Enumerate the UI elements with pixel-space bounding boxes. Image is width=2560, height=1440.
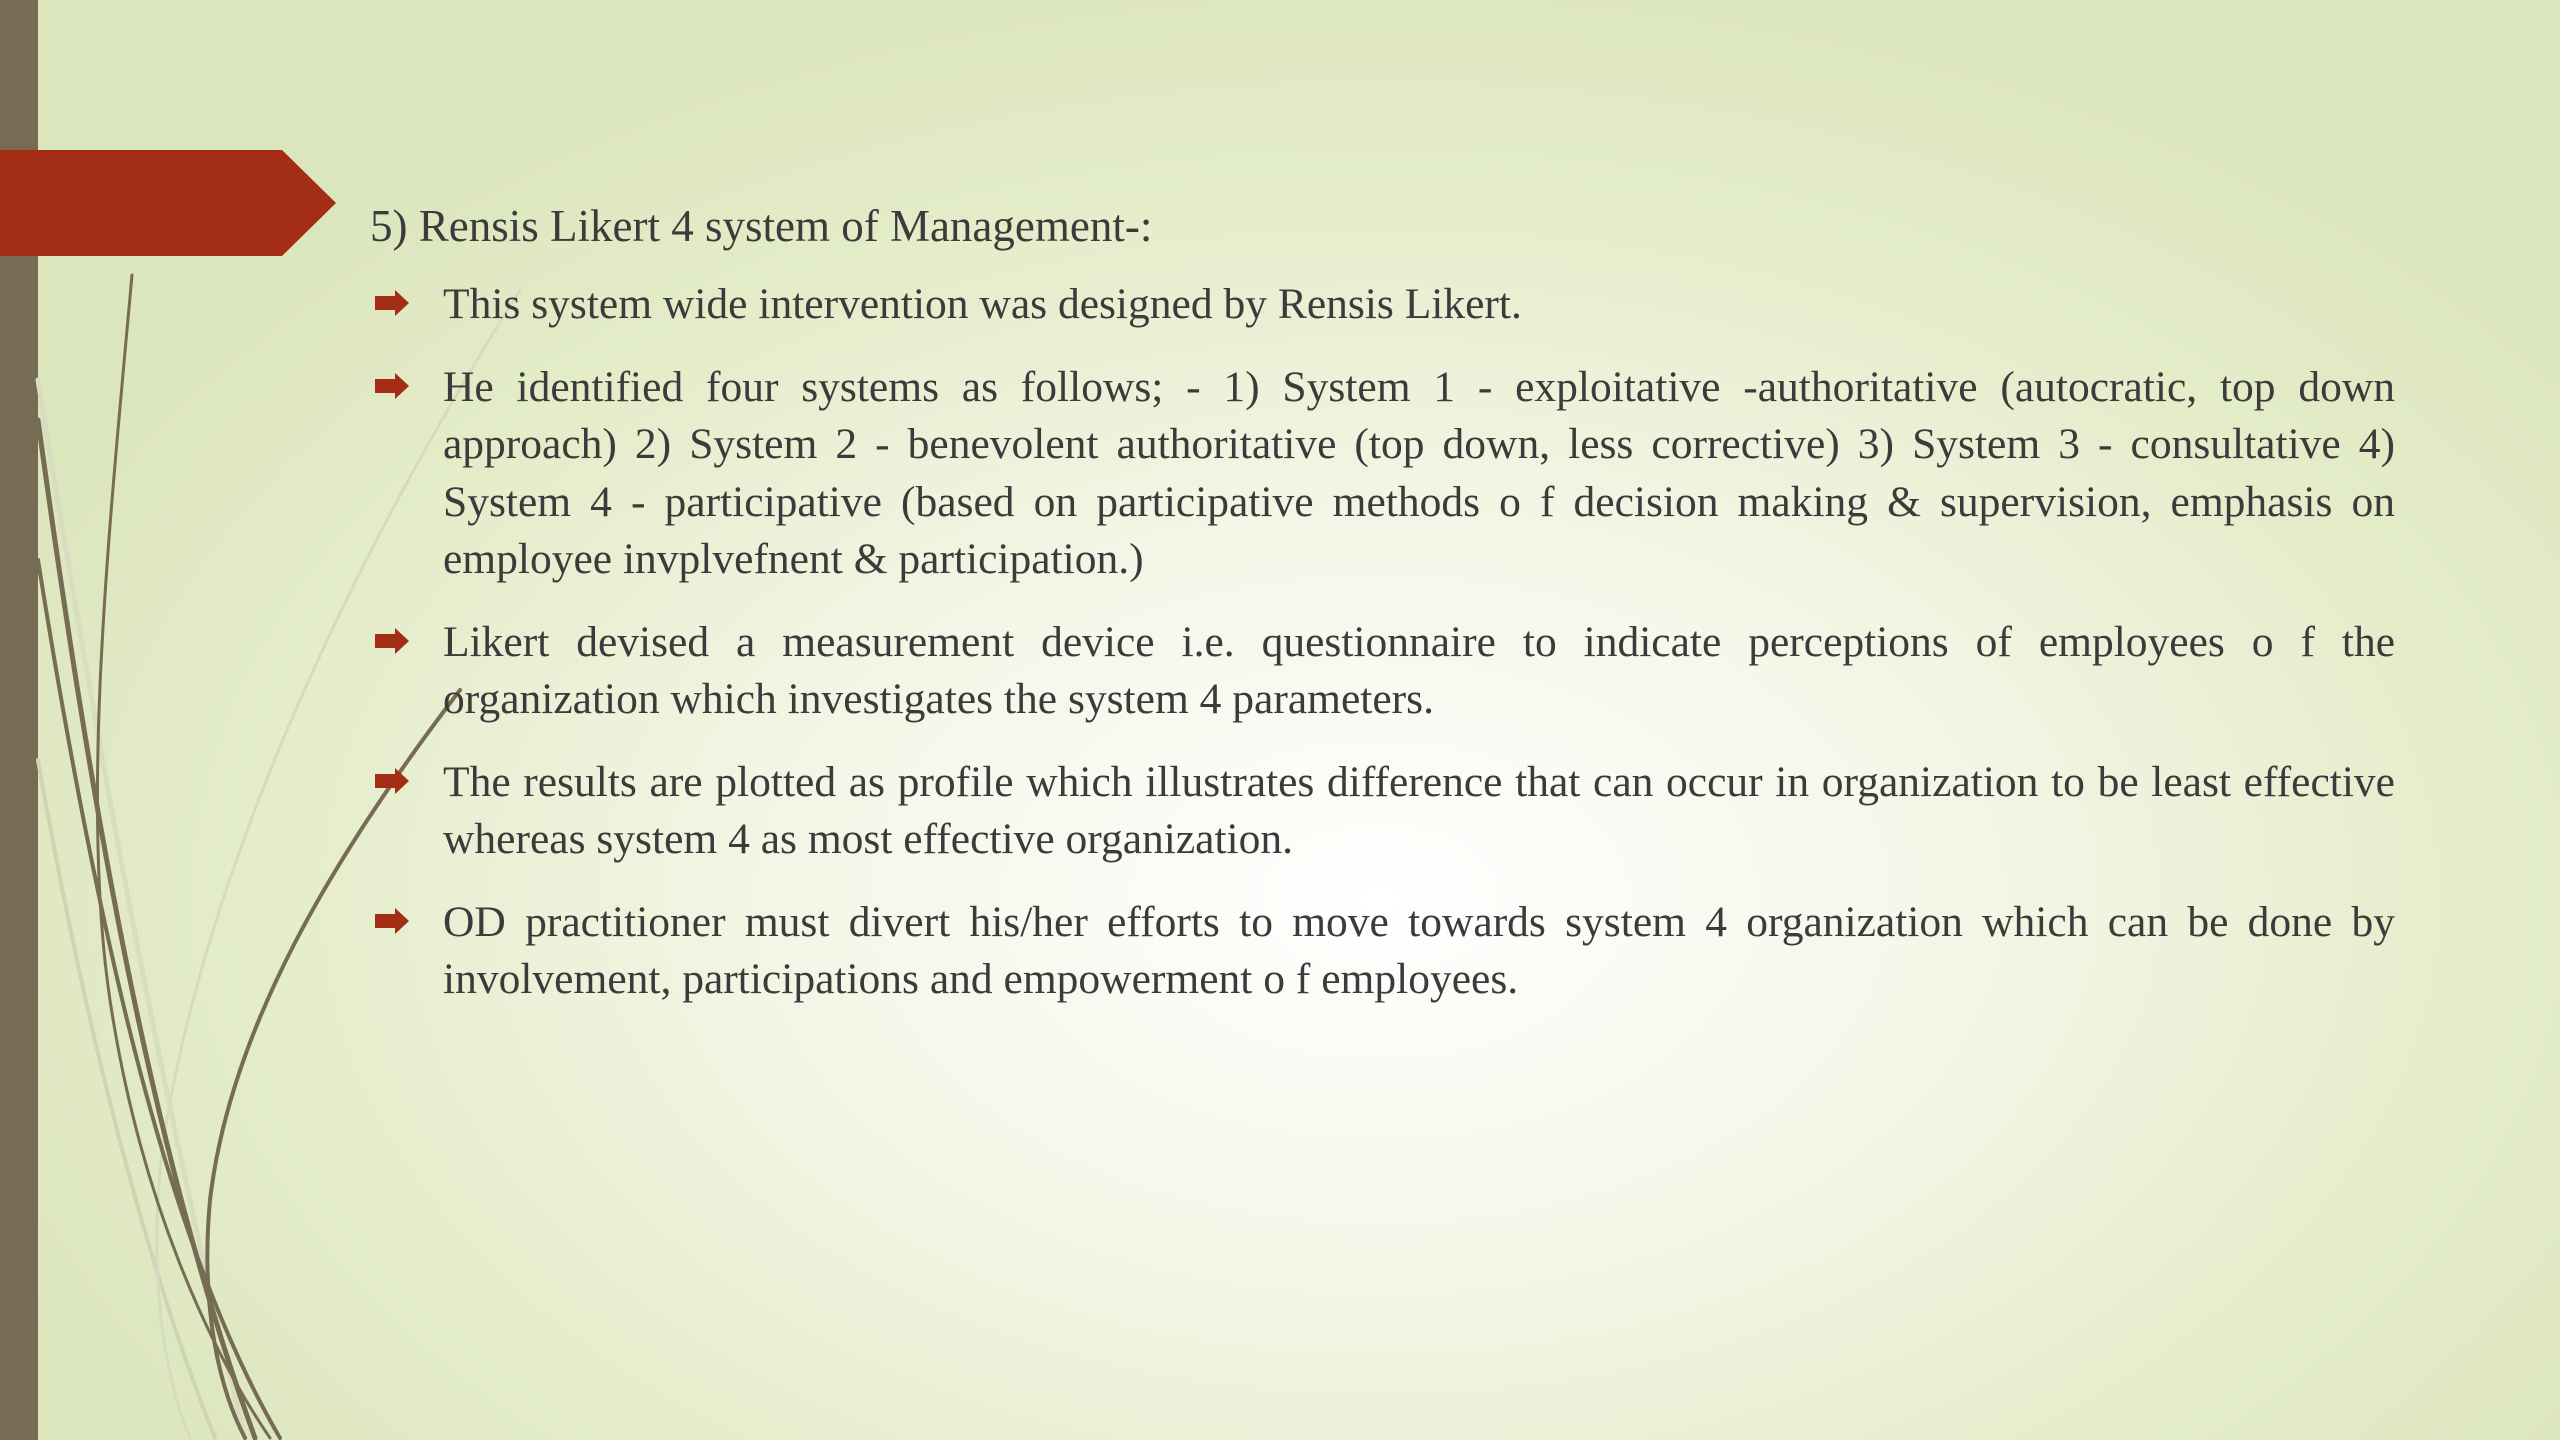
bullet-text: He identified four systems as follows; - 1) System 1 - exploitative -authoritative (autocratic, top down approach) 2) System 2 - benevolent authoritative (top down, less corrective) 3) System 3 - consultative 4) System 4 - participative (based on participative methods o f decision making & supervision, emphasis on employee invplvefnent & participation.) <box>443 362 2395 583</box>
title-arrow-shape <box>0 150 336 256</box>
bullet-text: OD practitioner must divert his/her efforts to move towards system 4 organization which can be done by involvement, participations and empowerment o f employees. <box>443 897 2395 1003</box>
bullet-text: The results are plotted as profile which illustrates difference that can occur in organization to be least effective whereas system 4 as most effective organization. <box>443 757 2395 863</box>
bullet-item <box>370 614 2395 729</box>
bullet-item <box>370 754 2395 869</box>
right-arrow-bullet-icon <box>375 290 409 316</box>
right-arrow-bullet-icon <box>375 768 409 794</box>
bullet-item <box>370 359 2395 589</box>
slide-content <box>370 196 2395 1034</box>
bullet-text: Likert devised a measurement device i.e. questionnaire to indicate perceptions of employees o f the organization which investigates the system 4 parameters. <box>443 617 2395 723</box>
bullet-text: This system wide intervention was designed by Rensis Likert. <box>443 280 1522 328</box>
right-arrow-bullet-icon <box>375 628 409 654</box>
bullet-item <box>370 276 2395 334</box>
right-arrow-bullet-icon <box>375 373 409 399</box>
right-arrow-bullet-icon <box>375 908 409 934</box>
bullet-item <box>370 894 2395 1009</box>
slide-heading: 5) Rensis Likert 4 system of Management-: <box>370 201 1153 251</box>
bullet-list <box>370 276 2395 1009</box>
